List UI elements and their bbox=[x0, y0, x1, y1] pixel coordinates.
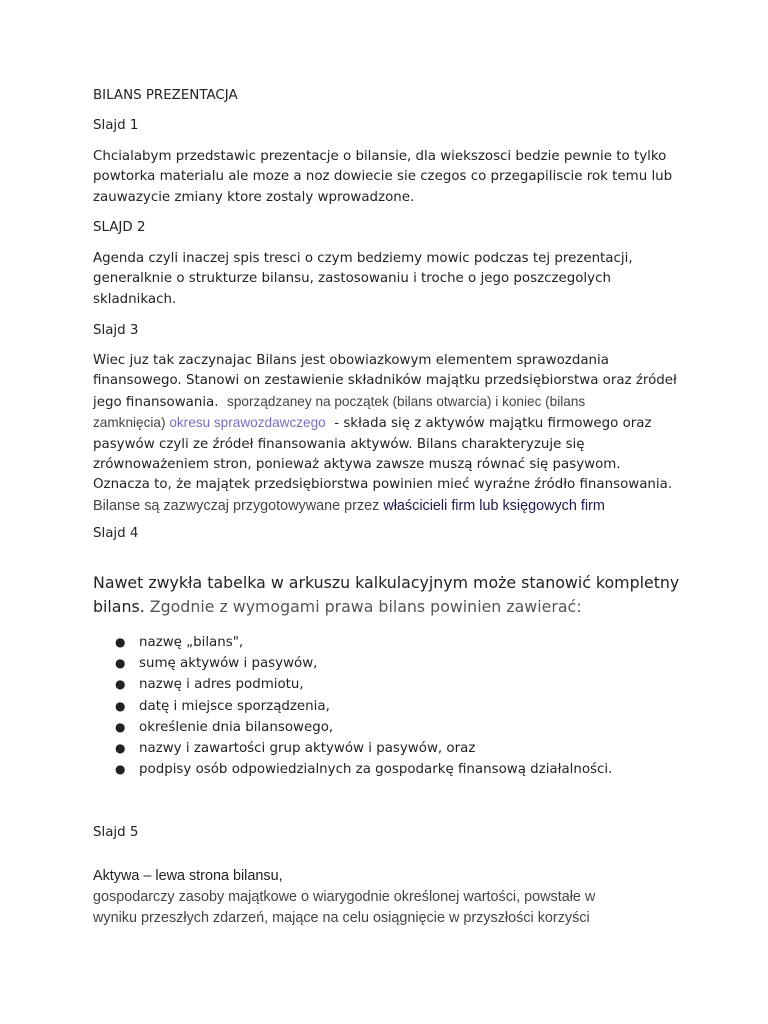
list-item-text: określenie dnia bilansowego, bbox=[139, 719, 334, 735]
slide3-line: Oznacza to, że majątek przedsiębiorstwa powinien mieć wyraźne źródło finansowania. bbox=[93, 477, 673, 493]
bullet-icon: ● bbox=[115, 719, 126, 734]
slide4-intro bbox=[93, 571, 679, 618]
slide3-text: jego finansowania. bbox=[93, 394, 228, 410]
slide3-paragraph bbox=[93, 351, 677, 516]
slide2-paragraph bbox=[93, 249, 633, 310]
slide3-line: zrównoważeniem stron, ponieważ aktywa zawsze muszą równać się pasywom. bbox=[93, 457, 621, 473]
slide4-heading: Slajd 4 bbox=[93, 526, 139, 541]
slide5-heading: Slajd 5 bbox=[93, 825, 139, 840]
slide3-quote: sporządzaney na początek (bilans otwarcia) i koniec (bilans bbox=[227, 393, 586, 409]
list-item-text: nazwę „bilans", bbox=[139, 635, 244, 650]
slide3-line: Wiec juz tak zaczynajac Bilans jest obowiazkowym elementem sprawozdania bbox=[93, 353, 609, 368]
document-title: BILANS PREZENTACJA bbox=[93, 88, 238, 103]
slide4-intro-line bbox=[93, 595, 679, 619]
bullet-icon: ● bbox=[115, 740, 126, 755]
bullet-icon: ● bbox=[115, 698, 126, 713]
slide4-intro-text: bilans. bbox=[93, 596, 150, 616]
slide5-line: Aktywa – lewa strona bilansu, bbox=[93, 868, 283, 884]
slide3-line bbox=[93, 413, 677, 434]
slide2-line: generalknie o strukturze bilansu, zastosowaniu i troche o jego poszczegolych bbox=[93, 271, 611, 287]
slide3-line bbox=[93, 392, 677, 413]
slide5-paragraph bbox=[93, 866, 595, 929]
slide4-intro-line: Nawet zwykła tabelka w arkuszu kalkulacyjnym może stanowić kompletny bbox=[93, 573, 680, 592]
slide2-line: Agenda czyli inaczej spis tresci o czym bedziemy mowic podczas tej prezentacji, bbox=[93, 251, 633, 266]
slide1-line: Chcialabym przedstawic prezentacje o bilansie, dla wiekszosci bedzie pewnie to tylko bbox=[93, 149, 667, 164]
slide3-text: - składa się z aktywów majątku firmowego oraz bbox=[325, 416, 652, 432]
list-item-text: podpisy osób odpowiedzialnych za gospodarkę finansową działalności. bbox=[139, 762, 613, 778]
owners-accountants-link[interactable]: właścicieli firm lub księgowych firm bbox=[383, 497, 605, 514]
slide1-paragraph bbox=[93, 147, 672, 208]
slide3-line: pasywów czyli ze źródeł finansowania aktywów. Bilans charakteryzuje się bbox=[93, 436, 585, 452]
list-item-text: nazwy i zawartości grup aktywów i pasywów, oraz bbox=[139, 740, 476, 756]
slide4-intro-requirement: Zgodnie z wymogami prawa bilans powinien zawierać: bbox=[149, 596, 582, 616]
bullet-icon: ● bbox=[115, 677, 126, 692]
list-item-text: datę i miejsce sporządzenia, bbox=[139, 698, 330, 714]
bullet-icon: ● bbox=[115, 656, 126, 671]
slide5-line: wyniku przeszłych zdarzeń, mające na celu osiągnięcie w przyszłości korzyści bbox=[93, 910, 590, 926]
okres-sprawozdawczy-link[interactable]: okresu sprawozdawczego bbox=[169, 415, 326, 431]
bullet-icon: ● bbox=[115, 762, 126, 777]
slide5-line: gospodarczy zasoby majątkowe o wiarygodnie określonej wartości, powstałe w bbox=[93, 889, 596, 905]
slide2-heading: SLAJD 2 bbox=[93, 220, 146, 235]
slide3-quote: zamknięcia) bbox=[93, 415, 170, 431]
bullet-icon: ● bbox=[115, 635, 126, 649]
slide3-text: Bilanse są zazwyczaj przygotowywane przez bbox=[93, 497, 384, 514]
list-item-text: sumę aktywów i pasywów, bbox=[139, 656, 318, 672]
slide1-line: zauwazycie zmiany ktore zostaly wprowadzone. bbox=[93, 189, 415, 205]
slide1-line: powtorka materialu ale moze a noz dowiecie sie czegos co przegapiliscie rok temu lub bbox=[93, 169, 673, 185]
slide3-line bbox=[93, 496, 677, 516]
slide3-heading: Slajd 3 bbox=[93, 323, 139, 338]
slide2-line: skladnikach. bbox=[93, 291, 177, 307]
slide1-heading: Slajd 1 bbox=[93, 118, 139, 133]
list-item-text: nazwę i adres podmiotu, bbox=[139, 677, 304, 693]
slide3-line: finansowego. Stanowi on zestawienie składników majątku przedsiębiorstwa oraz źródeł bbox=[93, 373, 677, 389]
